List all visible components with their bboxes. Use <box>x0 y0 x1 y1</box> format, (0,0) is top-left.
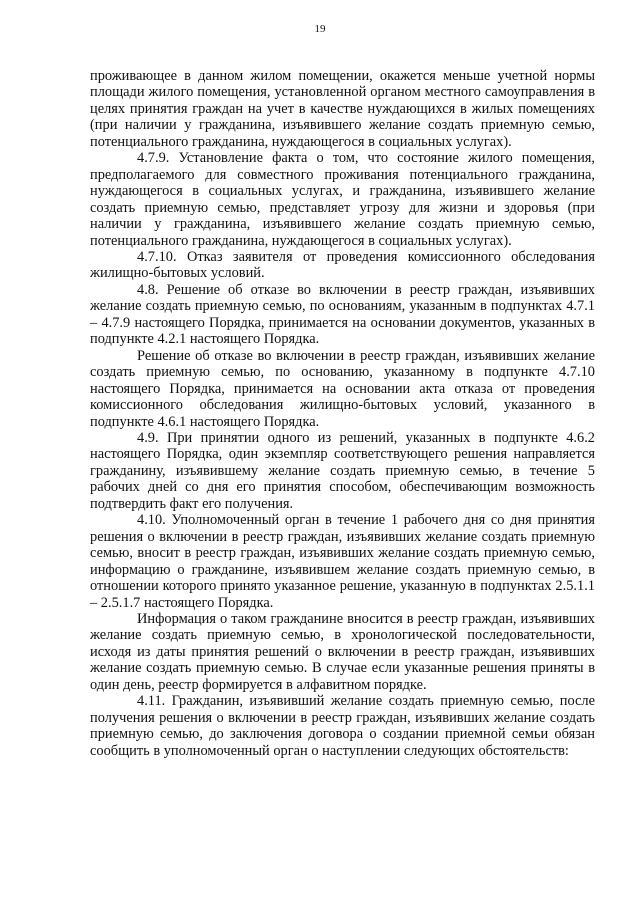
paragraph: 4.8. Решение об отказе во включении в реестр граждан, изъявивших желание создать приемную семью, по основаниям, указанным в подпунктах 4.7.1 – 4.7.9 настоящего Порядка, принимается на основании документов, указанных в подпункте 4.2.1 настоящего Порядка. <box>90 281 595 348</box>
paragraph: 4.11. Гражданин, изъявивший желание создать приемную семью, после получения решения о включении в реестр граждан, изъявивших желание создать приемную семью, до заключения договора о создании приемной семьи обязан сообщить в уполномоченный орган о наступлении следующих обстоятельств: <box>90 693 595 759</box>
paragraph: 4.10. Уполномоченный орган в течение 1 рабочего дня со дня принятия решения о включении в реестр граждан, изъявивших желание создать приемную семью, вносит в реестр граждан, изъявивших желание создать приемную семью, информацию о гражданине, изъявившем желание создать приемную семью, в отношении которого принято указанное решение, указанную в подпунктах 2.5.1.1 – 2.5.1.7 настоящего Порядка. <box>90 512 595 611</box>
paragraph: Решение об отказе во включении в реестр граждан, изъявивших желание создать приемную семью, по основанию, указанному в подпункте 4.7.10 настоящего Порядка, принимается на основании акта отказа от проведения комиссионного обследования жилищно-бытовых условий, указанного в подпункте 4.6.1 настоящего Порядка. <box>90 347 595 430</box>
paragraph: 4.9. При принятии одного из решений, указанных в подпункте 4.6.2 настоящего Порядка, один экземпляр соответствующего решения направляется гражданину, изъявившему желание создать приемную семью, в течение 5 рабочих дней со дня его принятия способом, обеспечивающим возможность подтвердить факт его получения. <box>90 429 595 512</box>
paragraph: 4.7.10. Отказ заявителя от проведения комиссионного обследования жилищно-бытовых условий. <box>90 248 595 282</box>
paragraph: Информация о таком гражданине вносится в реестр граждан, изъявивших желание создать приемную семью, в хронологической последовательности, исходя из даты принятия решений о включении в реестр граждан, изъявивших желание создать приемную семью. В случае если указанные решения приняты в один день, реестр формируется в алфавитном порядке. <box>90 610 595 693</box>
page-number: 19 <box>314 23 326 35</box>
document-body <box>90 68 595 759</box>
paragraph: проживающее в данном жилом помещении, окажется меньше учетной нормы площади жилого помещения, установленной органом местного самоуправления в целях принятия граждан на учет в качестве нуждающихся в жилых помещениях (при наличии у гражданина, изъявившего желание создать приемную семью, потенциального гражданина, нуждающегося в социальных услугах). <box>90 68 595 150</box>
paragraph: 4.7.9. Установление факта о том, что состояние жилого помещения, предполагаемого для совместного проживания потенциального гражданина, нуждающегося в социальных услугах, и гражданина, изъявившего желание создать приемную семью, представляет угрозу для жизни и здоровья (при наличии у гражданина, изъявившего желание создать приемную семью, потенциального гражданина, нуждающегося в социальных услугах). <box>90 150 595 249</box>
